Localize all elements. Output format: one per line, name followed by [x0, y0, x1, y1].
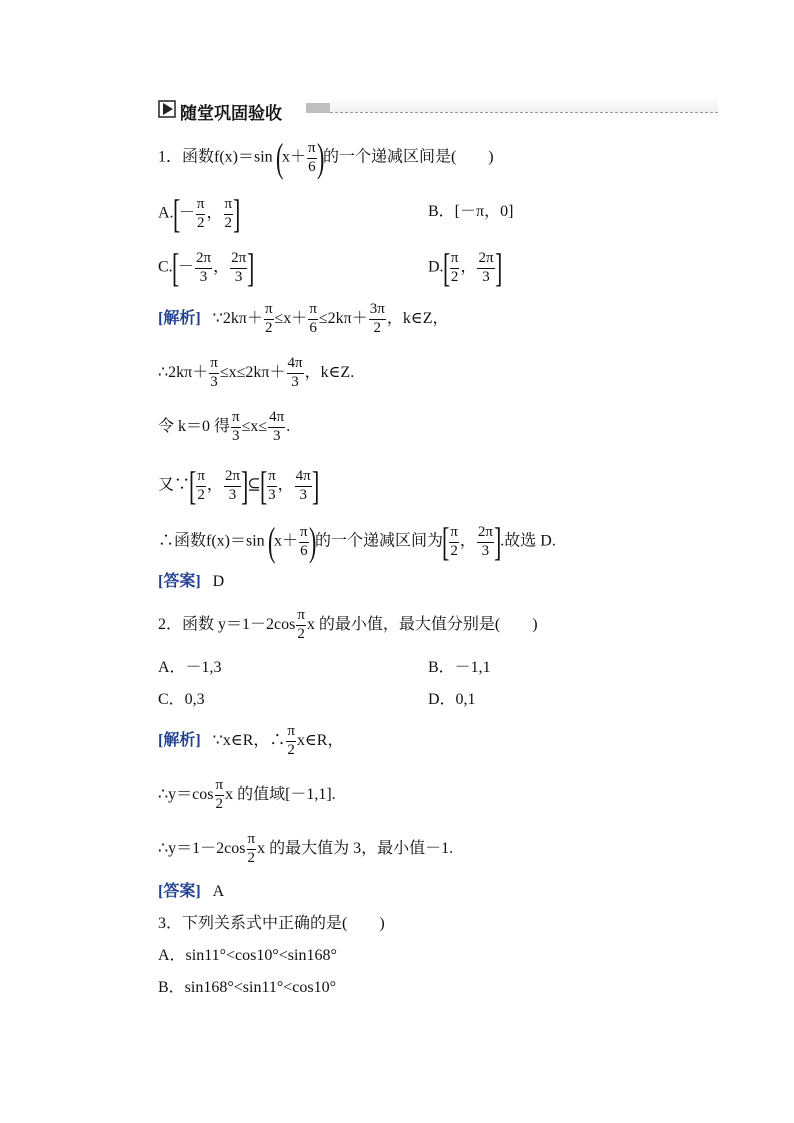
q1-solution-line-3: 令 k＝0 得 $\frac{\pi}{3}$ ≤x≤ $\frac{4\pi}{3}$ . [158, 409, 291, 444]
q3-option-b: B．sin168°<sin11°<cos10° [158, 979, 336, 996]
q2-stem: 2．函数 y＝1－2cos $\frac{\pi}{2}$ x 的最小值，最大值分别是( ) [158, 607, 538, 642]
q3-stem: 3．下列关系式中正确的是( ) [158, 915, 385, 932]
play-arrow-icon [158, 100, 176, 118]
q2-option-b: B．－1,1 [428, 659, 491, 676]
q2-solution-line-2: ∴y＝cos $\frac{\pi}{2}$ x 的值域[－1,1]. [158, 777, 336, 812]
header-shade [330, 96, 718, 112]
q1-solution-line-5: ∴函数f(x)＝sin (x＋ $\frac{\pi}{6}$ )的一个递减区间为[ $\frac{\pi}{2}$ ， $\frac{2\pi}{3}$ ].故选 D. [158, 519, 556, 564]
q1-option-b: B．[－π，0] [428, 203, 514, 220]
q1-solution-line-4: 又∵[ $\frac{\pi}{2}$ ， $\frac{2\pi}{3}$ ]⊆[ $\frac{\pi}{3}$ ， $\frac{4\pi}{3}$ ] [158, 463, 320, 508]
q1-answer: [答案] D [158, 573, 225, 590]
q1-option-d: D.[ $\frac{\pi}{2}$ ， $\frac{2\pi}{3}$ ] [428, 245, 502, 290]
q2-option-c: C．0,3 [158, 691, 205, 708]
q1-stem: 1．函数f(x)＝sin (x＋ $\frac{\pi}{6}$ )的一个递减区间是( ) [158, 135, 494, 180]
q1-solution-line-1: [解析] ∵2kπ＋ $\frac{\pi}{2}$ ≤x＋ $\frac{\pi}{6}$ ≤2kπ＋ $\frac{3\pi}{2}$ ，k∈Z， [158, 301, 449, 336]
section-title: 随堂巩固验收 [180, 104, 282, 124]
q2-solution-line-3: ∴y＝1－2cos $\frac{\pi}{2}$ x 的最大值为 3，最小值－1. [158, 831, 454, 866]
q2-option-a: A．－1,3 [158, 659, 222, 676]
q3-option-a: A．sin11°<cos10°<sin168° [158, 947, 337, 964]
q2-answer: [答案] A [158, 883, 225, 900]
answer-tag: [答案] [158, 573, 201, 590]
q1-option-a: A.[－ $\frac{\pi}{2}$ ， $\frac{\pi}{2}$ ] [158, 191, 241, 236]
header-bar [306, 103, 330, 113]
analysis-tag: [解析] [158, 309, 201, 327]
header-rule [330, 112, 718, 113]
q1-option-c: C.[－ $\frac{2\pi}{3}$ ， $\frac{2\pi}{3}$ ] [158, 245, 255, 290]
q1-solution-line-2: ∴2kπ＋ $\frac{\pi}{3}$ ≤x≤2kπ＋ $\frac{4\pi}{3}$ ，k∈Z. [158, 355, 355, 390]
section-header [158, 96, 718, 124]
q2-option-d: D．0,1 [428, 691, 476, 708]
q2-solution-line-1: [解析] ∵x∈R，∴ $\frac{\pi}{2}$ x∈R， [158, 723, 344, 758]
